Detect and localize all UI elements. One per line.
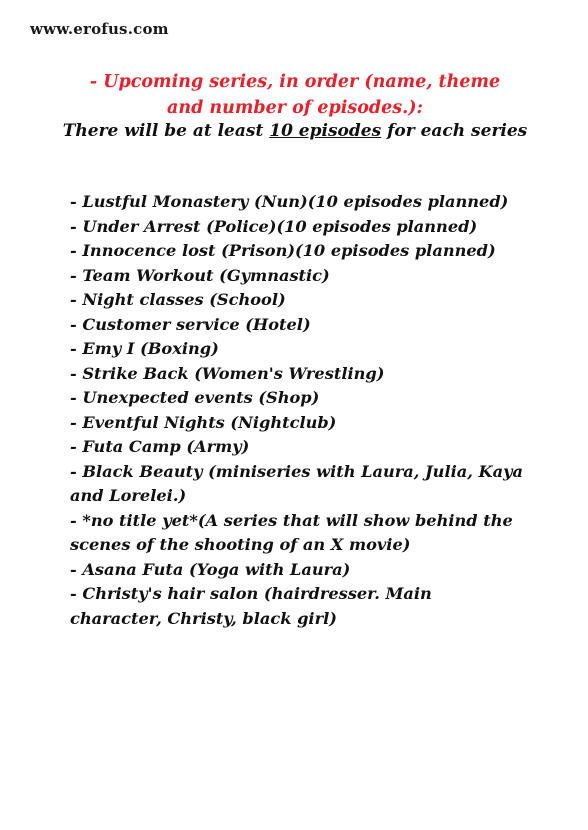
subheading-underlined-text: 10 episodes (269, 121, 382, 141)
subheading-text-before: There will be at least (62, 121, 270, 141)
series-item: - Christy's hair salon (hairdresser. Main character, Christy, black girl) (70, 584, 432, 628)
series-item: - Emy I (Boxing) (70, 339, 219, 358)
subheading-text-after: for each series (381, 121, 528, 141)
episodes-subheading (60, 118, 530, 144)
series-item: - Asana Futa (Yoga with Laura) (70, 559, 351, 579)
series-item: - Customer service (Hotel) (70, 314, 311, 334)
series-item: - Team Workout (Gymnastic) (70, 265, 330, 285)
series-item: - Night classes (School) (70, 290, 286, 309)
series-item: - *no title yet*(A series that will show behind the scenes of the shooting of an X movie) (70, 510, 513, 554)
series-item: - Black Beauty (miniseries with Laura, Julia, Kaya and Lorelei.) (70, 461, 523, 505)
series-list (70, 190, 525, 631)
series-item: - Lustful Monastery (Nun)(10 episodes planned) (70, 192, 509, 211)
series-item: - Under Arrest (Police)(10 episodes planned) (70, 216, 478, 236)
series-item: - Unexpected events (Shop) (70, 388, 320, 407)
series-item: - Strike Back (Women's Wrestling) (70, 363, 385, 383)
site-watermark: www.erofus.com (30, 20, 169, 38)
series-item: - Futa Camp (Army) (70, 437, 250, 456)
upcoming-series-heading: - Upcoming series, in order (name, theme and number of episodes.): (89, 72, 501, 118)
series-item: - Innocence lost (Prison)(10 episodes planned) (70, 241, 496, 260)
series-item: - Eventful Nights (Nightclub) (70, 412, 337, 432)
